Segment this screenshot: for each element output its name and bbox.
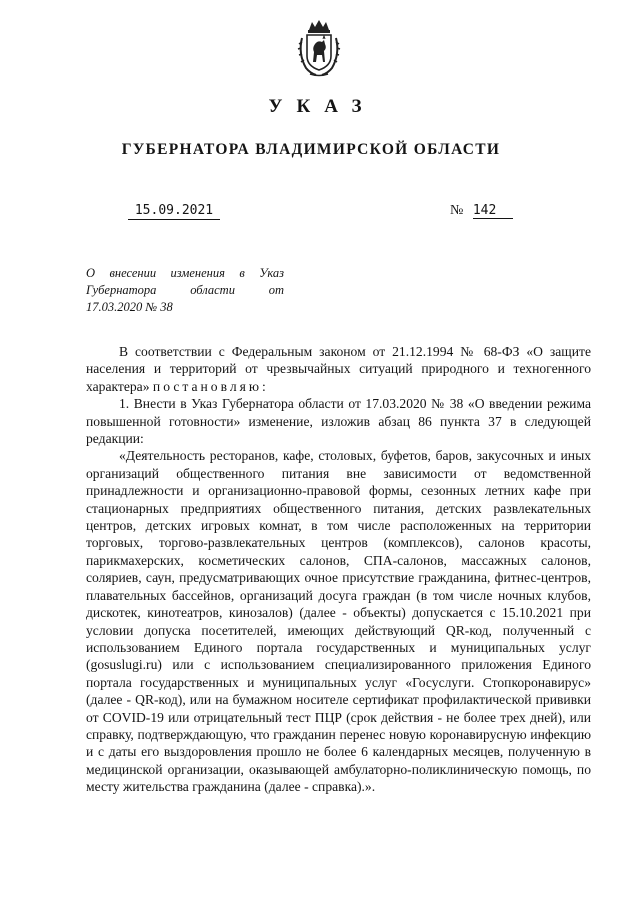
document-title: УКАЗ: [268, 96, 376, 117]
decree-number: 142: [473, 203, 513, 219]
decree-body: [86, 343, 591, 796]
decree-date: 15.09.2021: [128, 203, 220, 220]
number-sign: №: [450, 203, 464, 218]
clause-1-paragraph: 1. Внести в Указ Губернатора области от 17.03.2020 № 38 «О введении режима повышенной готовности» изменение, изложив абзац 86 пункта 37 в следующей редакции:: [86, 396, 591, 447]
preamble-end: :: [262, 378, 266, 394]
subject-line: О внесении изменения в Указ: [86, 266, 284, 280]
issuer-title: ГУБЕРНАТОРА ВЛАДИМИРСКОЙ ОБЛАСТИ: [121, 141, 501, 158]
decree-subject: [86, 265, 284, 316]
vladimir-region-coat-of-arms-icon: [296, 18, 342, 78]
decree-number-block: [450, 203, 513, 219]
resolve-word: постановляю: [152, 378, 263, 394]
subject-line: 17.03.2020 № 38: [86, 300, 173, 314]
preamble-text: В соответствии с Федеральным законом от 21.12.1994 № 68-ФЗ «О защите населения и территорий от чрезвычайных ситуаций природного и техногенного характера»: [86, 344, 591, 394]
new-wording-paragraph: «Деятельность ресторанов, кафе, столовых, буфетов, баров, закусочных и иных организаций общественного питания вне зависимости от ведомственной принадлежности и организационно-правовой формы, сезонных летних кафе при стационарных предприятиях общественного питания, детских развлекательных центров, детских игровых комнат, в том числе расположенных на территории торговых, торгово-развлекательных центров (комплексов), салонов красоты, парикмахерских, косметических салонов, СПА-салонов, массажных салонов, соляриев, саун, предусматривающих очное присутствие гражданина, фитнес-центров, плавательных бассейнов, организаций досуга граждан (в том числе ночных клубов, дискотек, кинотеатров, кинозалов) (далее - объекты) допускается с 15.10.2021 при условии допуска посетителей, имеющих действующий QR-код, полученный с использованием Единого портала государственных и муниципальных услуг (gosuslugi.ru) или с использованием специализированного приложения Единого портала государственных и муниципальных услуг «Госуслуги. Стопкоронавирус» (далее - QR-код), или на бумажном носителе сертификат профилактической прививки от COVID-19 или отрицательный тест ПЦР (срок действия - не более трех дней), или справку, подтверждающую, что гражданин перенес новую коронавирусную инфекцию и с даты его выздоровления прошло не более 6 календарных месяцев, полученную в медицинской организации, оказывающей амбулаторно-поликлиническую помощь, по месту жительства гражданина (далее - справка).».: [86, 448, 591, 795]
subject-line: Губернатора области от: [86, 283, 284, 297]
preamble-paragraph: [86, 343, 591, 395]
